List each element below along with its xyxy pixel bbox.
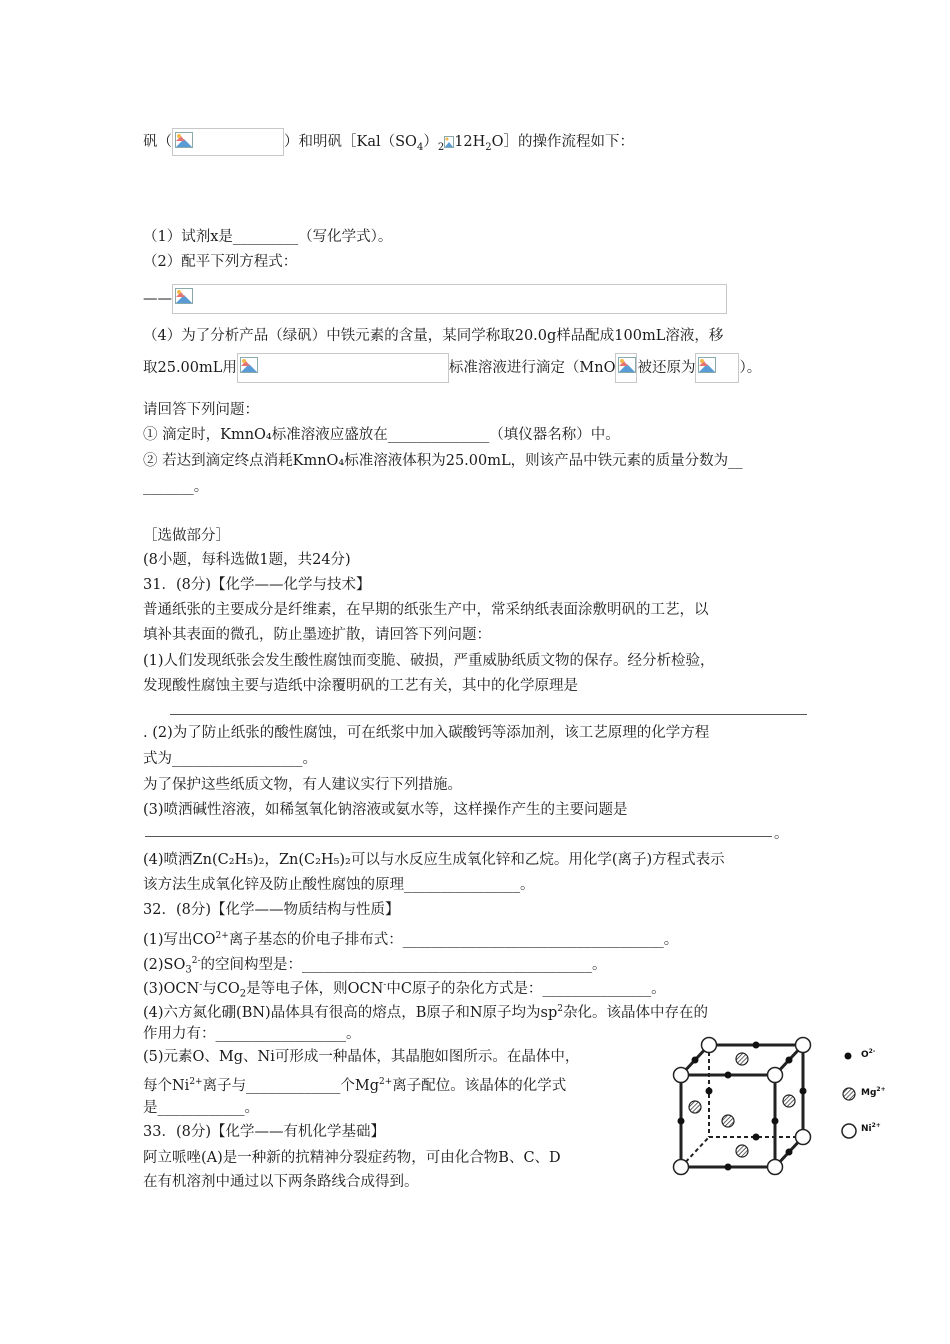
broken-image-formula — [172, 128, 284, 156]
q31-period: 。 — [774, 826, 789, 842]
q33-text: 阿立哌唑(A)是一种新的抗精神分裂症药物，可由化合物B、C、D — [143, 1150, 561, 1166]
answer-line — [145, 836, 772, 837]
ni-open — [674, 1068, 689, 1083]
q31-text: 普通纸张的主要成分是纤维素，在早期的纸张生产中，常采纳纸表面涂敷明矾的工艺，以 — [143, 602, 709, 618]
q32-text: (5)元素O、Mg、Ni可形成一种晶体，其晶胞如图所示。在晶体中， — [143, 1049, 580, 1065]
q31-text: 该方法生成氧化锌及防止酸性腐蚀的原理________________。 — [143, 877, 535, 893]
question-1: （1）试剂x是_________（写化学式）。 — [143, 229, 393, 245]
q31-text: (4)喷洒Zn(C₂H₅)₂，Zn(C₂H₅)₂可以与水反应生成氧化锌和乙烷。用化学(离子)方程式表示 — [143, 852, 725, 868]
o-dot — [800, 1088, 807, 1095]
legend-mg-label: $Mg^{2+}$ — [861, 1086, 886, 1098]
ni-open — [768, 1160, 783, 1175]
legend — [842, 1048, 886, 1138]
sub-question-1: ① 滴定时，KmnO₄标准溶液应盛放在______________（填仪器名称）中。 — [143, 427, 620, 443]
q32-text: 作用力有：__________________。 — [143, 1026, 361, 1042]
broken-image-icon — [618, 357, 636, 373]
o-dot — [725, 1164, 732, 1171]
broken-image-equation — [172, 284, 727, 314]
ask-line: 请回答下列问题： — [143, 402, 259, 418]
question-2: （2）配平下列方程式： — [143, 254, 298, 270]
legend-oxide-symbol — [845, 1053, 852, 1060]
q31-text: (1)人们发现纸张会发生酸性腐蚀而变脆、破损，严重威胁纸质文物的保存。经分析检验， — [143, 653, 715, 669]
o-dot — [706, 1088, 713, 1095]
q31-text: . (2)为了防止纸张的酸性腐蚀，可在纸浆中加入碳酸钙等添加剂，该工艺原理的化学方程 — [143, 725, 710, 741]
broken-image-mn — [695, 353, 739, 383]
ni-open — [796, 1038, 811, 1053]
optional-header: ［选做部分］ — [143, 528, 230, 544]
q32-text: 是____________。 — [143, 1100, 259, 1116]
o-dot — [772, 1118, 779, 1125]
mg-hatched — [783, 1095, 795, 1107]
question-32-title: 32．(8分)【化学——物质结构与性质】 — [143, 902, 400, 918]
q31-text: 为了保护这些纸质文物，有人建议实行下列措施。 — [143, 777, 462, 793]
mg-hatched — [722, 1115, 734, 1127]
legend-ni-label: $Ni^{2+}$ — [861, 1122, 881, 1134]
legend-ni-symbol — [842, 1124, 856, 1138]
intro-line: 矾（ ）和明矾$[Kal(SO_4)_2$ $12H_2O]$的操作流程如下： — [143, 128, 634, 158]
question-4-line-1: （4）为了分析产品（绿矾）中铁元素的含量，某同学称取20.0g样品配成100mL溶液，移 — [143, 328, 724, 344]
o-dot — [753, 1042, 760, 1049]
legend-oxide-label: $O^{2-}$ — [861, 1048, 876, 1060]
broken-image-icon — [175, 288, 193, 304]
broken-image-kmno4 — [237, 353, 449, 383]
answer-line — [170, 714, 807, 715]
q33-text: 在有机溶剂中通过以下两条路线合成得到。 — [143, 1174, 419, 1190]
crystal-cell-diagram — [665, 1033, 905, 1183]
q31-text: 填补其表面的微孔，防止墨迹扩散，请回答下列问题： — [143, 627, 491, 643]
o-dot — [725, 1072, 732, 1079]
o-dot — [786, 1149, 793, 1156]
q32-text: $(2)SO_3^{2-}$的空间构型是：________________________________________。 — [143, 956, 607, 976]
broken-image-icon — [175, 132, 193, 148]
sub-question-2-cont: _______。 — [143, 479, 209, 495]
broken-image-icon — [444, 136, 454, 148]
q31-text: 发现酸性腐蚀主要与造纸中涂覆明矾的工艺有关，其中的化学原理是 — [143, 678, 578, 694]
optional-note: (8小题，每科选做1题，共24分) — [143, 552, 351, 568]
ni-open — [796, 1130, 811, 1145]
broken-image-icon — [240, 357, 258, 373]
question-33-title: 33．(8分)【化学——有机化学基础】 — [143, 1124, 385, 1140]
broken-image-icon — [698, 357, 716, 373]
question-31-title: 31．(8分)【化学——化学与技术】 — [143, 577, 371, 593]
equation-line: —— — [143, 284, 727, 314]
q32-text: 每个$Ni^{2+}$离子与_____________个$Mg^{2+}$离子配位。该晶体的化学式 — [143, 1077, 567, 1094]
sub-question-2: ② 若达到滴定终点消耗KmnO₄标准溶液体积为25.00mL，则该产品中铁元素的质量分数为__ — [143, 453, 743, 469]
mg-hatched — [736, 1145, 748, 1157]
q31-text: 式为__________________。 — [143, 751, 317, 767]
o-dot — [692, 1057, 699, 1064]
q32-text: (1)写出$CO^{2+}$离子基态的价电子排布式：____________________________________。 — [143, 931, 679, 948]
o-dot — [753, 1134, 760, 1141]
ni-open — [674, 1160, 689, 1175]
ni-open — [768, 1068, 783, 1083]
mg-hatched — [736, 1053, 748, 1065]
mg-hatched — [689, 1101, 701, 1113]
question-4-line-2: 取25.00mL用 标准溶液进行滴定（MnO 被还原为 ）。 — [143, 353, 761, 383]
broken-image-ion — [615, 353, 637, 383]
o-dot — [678, 1118, 685, 1125]
q32-text: (3)OCN-与$CO_2$是等电子体，则OCN-中C原子的杂化方式是：_______________。 — [143, 980, 666, 1000]
q31-text: (3)喷洒碱性溶液，如稀氢氧化钠溶液或氨水等，这样操作产生的主要问题是 — [143, 802, 628, 818]
q32-text: (4)六方氮化硼(BN)晶体具有很高的熔点，B原子和N原子均为$sp^2$杂化。该晶体中存在的 — [143, 1004, 708, 1021]
o-dot — [786, 1057, 793, 1064]
ni-open — [702, 1038, 717, 1053]
legend-mg-symbol — [843, 1088, 855, 1100]
